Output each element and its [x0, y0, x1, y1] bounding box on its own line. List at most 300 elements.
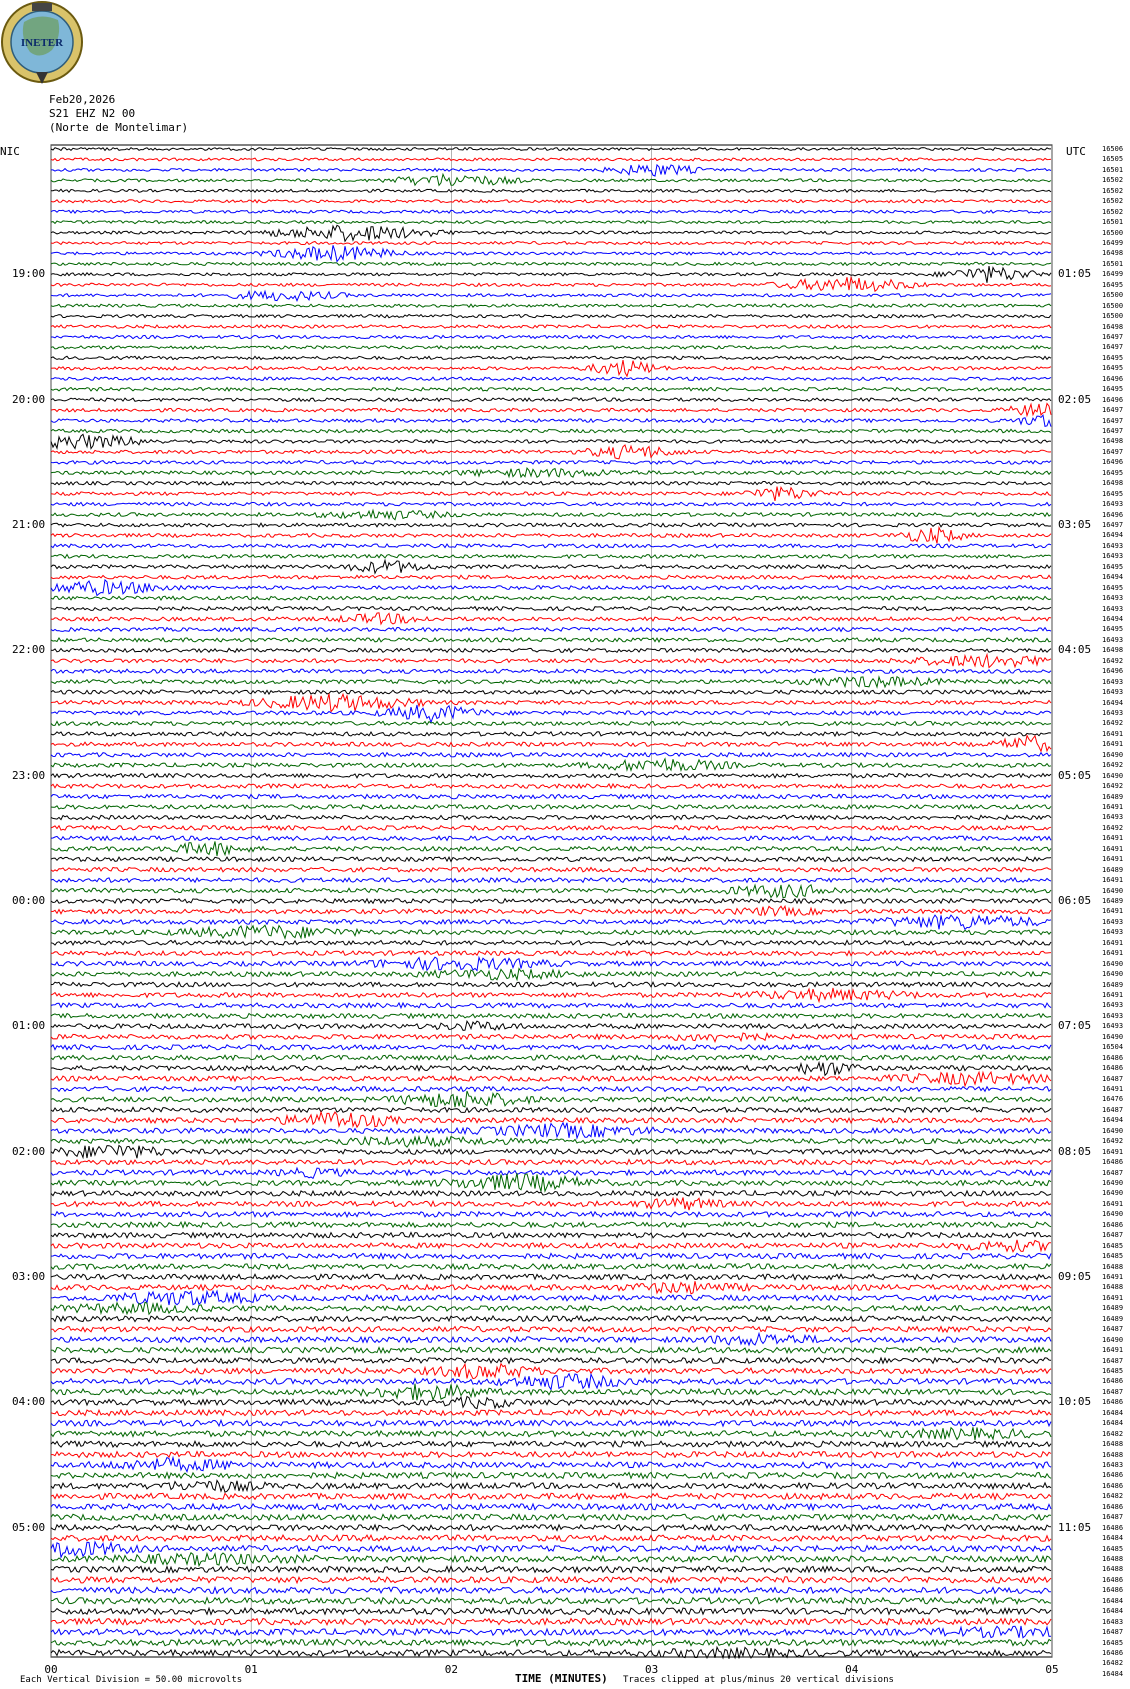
- seismic-trace: [51, 596, 1051, 600]
- right-time-label: 10:05: [1058, 1395, 1092, 1409]
- right-time-label: 09:05: [1058, 1270, 1092, 1283]
- right-time-label: 06:05: [1058, 894, 1092, 907]
- trace-count-label: 16491: [1102, 1085, 1124, 1093]
- trace-count-label: 16489: [1102, 1304, 1124, 1313]
- trace-count-label: 16495: [1102, 353, 1124, 362]
- trace-count-label: 16488: [1102, 1555, 1124, 1563]
- right-time-label: 08:05: [1058, 1144, 1092, 1158]
- seismic-trace: [51, 1045, 1051, 1050]
- trace-count-label: 16499: [1102, 270, 1124, 279]
- trace-count-label: 16500: [1102, 291, 1124, 300]
- trace-count-label: 16486: [1102, 1471, 1124, 1480]
- left-time-label: 05:00: [12, 1520, 46, 1534]
- seismic-trace: [51, 925, 1051, 938]
- trace-count-label: 16491: [1102, 938, 1124, 947]
- trace-count-label: 16486: [1102, 1575, 1124, 1584]
- right-time-label: 07:05: [1058, 1019, 1092, 1033]
- trace-count-label: 16501: [1102, 259, 1124, 268]
- trace-count-label: 16490: [1102, 970, 1124, 979]
- trace-count-label: 16491: [1102, 991, 1124, 999]
- trace-count-label: 16489: [1102, 897, 1124, 905]
- trace-count-label: 16489: [1102, 980, 1124, 989]
- trace-count-label: 16490: [1102, 1032, 1124, 1041]
- trace-count-label: 16491: [1102, 876, 1124, 885]
- seismic-trace: [51, 1577, 1051, 1583]
- trace-count-label: 16493: [1102, 1022, 1124, 1031]
- seismic-trace: [51, 906, 1051, 916]
- seismic-trace: [51, 242, 1051, 245]
- seismic-trace: [51, 613, 1051, 624]
- seismic-trace: [51, 502, 1051, 506]
- seismic-trace: [51, 1542, 1051, 1557]
- trace-count-label: 16491: [1102, 844, 1124, 853]
- seismic-trace: [51, 482, 1051, 486]
- seismic-trace: [51, 857, 1051, 862]
- seismic-trace: [51, 575, 1051, 579]
- trace-count-label: 16487: [1102, 1387, 1124, 1396]
- seismic-trace: [51, 158, 1051, 161]
- seismic-trace: [51, 315, 1051, 318]
- seismic-trace: [51, 1146, 1051, 1159]
- trace-count-label: 16495: [1102, 583, 1124, 592]
- seismic-trace: [51, 262, 1051, 265]
- seismic-trace: [51, 1639, 1051, 1645]
- seismic-trace: [51, 398, 1051, 401]
- trace-count-label: 16493: [1102, 813, 1124, 822]
- x-axis-title: TIME (MINUTES): [515, 1672, 608, 1685]
- trace-count-label: 16494: [1102, 698, 1124, 707]
- trace-count-label: 16493: [1102, 928, 1124, 937]
- seismic-trace: [51, 528, 1051, 544]
- trace-count-label: 16495: [1102, 385, 1124, 394]
- trace-count-label: 16491: [1102, 803, 1124, 811]
- trace-count-label: 16492: [1102, 782, 1124, 791]
- seismic-trace: [51, 356, 1051, 359]
- trace-count-label: 16498: [1102, 437, 1124, 446]
- left-time-label: 04:00: [12, 1395, 46, 1409]
- trace-count-label: 16502: [1102, 176, 1124, 185]
- seismic-trace: [51, 826, 1051, 830]
- trace-count-label: 16492: [1102, 719, 1124, 728]
- trace-count-label: 16490: [1102, 959, 1124, 968]
- left-timezone-label: NIC: [0, 145, 20, 158]
- trace-count-label: 16493: [1102, 1011, 1124, 1020]
- footer-clip-note: Traces clipped at plus/minus 20 vertical divisions: [623, 1675, 894, 1685]
- trace-count-label: 16496: [1102, 510, 1124, 519]
- seismic-trace: [51, 189, 1051, 192]
- trace-count-label: 16492: [1102, 1137, 1124, 1146]
- seismic-trace: [51, 1198, 1051, 1211]
- trace-count-label: 16486: [1102, 1053, 1124, 1062]
- seismic-trace: [51, 1281, 1051, 1294]
- x-tick-label: 01: [244, 1663, 258, 1676]
- seismic-trace: [51, 1535, 1051, 1541]
- trace-count-label: 16502: [1102, 207, 1124, 216]
- trace-count-label: 16485: [1102, 1252, 1124, 1261]
- seismic-trace: [51, 899, 1051, 904]
- seismic-trace: [51, 690, 1051, 694]
- trace-count-label: 16491: [1102, 907, 1124, 916]
- trace-count-label: 16491: [1102, 1346, 1124, 1355]
- right-time-label: 01:05: [1058, 267, 1092, 281]
- x-tick-label: 04: [845, 1663, 859, 1676]
- trace-count-label: 16490: [1102, 886, 1124, 895]
- x-tick-label: 00: [44, 1663, 58, 1676]
- seismic-trace: [51, 468, 1051, 477]
- left-time-label: 22:00: [12, 643, 46, 657]
- seismic-trace: [51, 1240, 1051, 1252]
- trace-count-label: 16493: [1102, 500, 1124, 509]
- trace-count-label: 16486: [1102, 1398, 1124, 1407]
- seismic-trace: [51, 721, 1051, 725]
- trace-count-label: 16490: [1102, 1210, 1124, 1219]
- seismic-trace: [51, 360, 1051, 376]
- trace-count-label: 16486: [1102, 1377, 1124, 1386]
- seismic-trace: [51, 1326, 1051, 1332]
- trace-count-label: 16486: [1102, 1649, 1124, 1657]
- trace-count-label: 16504: [1102, 1043, 1124, 1052]
- seismic-trace: [51, 388, 1051, 391]
- seismic-trace: [51, 1302, 1051, 1314]
- seismic-trace: [51, 867, 1051, 872]
- seismic-trace: [51, 1003, 1051, 1008]
- seismic-trace: [51, 1384, 1051, 1401]
- seismic-trace: [51, 628, 1051, 632]
- trace-count-label: 16497: [1102, 521, 1124, 529]
- seismic-trace: [51, 245, 1051, 261]
- trace-count-label: 16491: [1102, 834, 1124, 843]
- trace-count-label: 16485: [1102, 1544, 1124, 1553]
- right-time-label: 05:05: [1058, 768, 1092, 782]
- seismic-trace: [51, 523, 1051, 527]
- seismic-trace: [51, 544, 1051, 548]
- trace-count-label: 16487: [1102, 1105, 1124, 1114]
- seismic-trace: [51, 510, 1051, 519]
- seismic-trace: [51, 836, 1051, 841]
- seismic-trace: [51, 988, 1051, 1002]
- seismic-trace: [51, 200, 1051, 203]
- trace-count-label: 16488: [1102, 1283, 1124, 1292]
- trace-count-label: 16484: [1102, 1419, 1124, 1428]
- trace-count-label: 16488: [1102, 1450, 1124, 1459]
- seismic-trace: [51, 1168, 1051, 1178]
- seismic-trace: [51, 434, 1051, 448]
- seismic-trace: [51, 1553, 1051, 1566]
- trace-count-label: 16486: [1102, 1481, 1124, 1490]
- trace-count-label: 16490: [1102, 1335, 1124, 1344]
- seismic-trace: [51, 655, 1051, 668]
- seismic-trace: [51, 148, 1051, 151]
- trace-count-label: 16482: [1102, 1492, 1124, 1501]
- seismic-trace: [51, 1587, 1051, 1593]
- seismic-trace: [51, 277, 1051, 291]
- header-location: (Norte de Montelimar): [49, 121, 189, 134]
- left-time-label: 20:00: [12, 392, 46, 406]
- seismic-trace: [51, 957, 1051, 970]
- x-tick-label: 05: [1045, 1663, 1059, 1676]
- seismic-trace: [51, 1420, 1051, 1426]
- trace-count-label: 16482: [1102, 1429, 1124, 1438]
- trace-count-label: 16494: [1102, 1116, 1124, 1125]
- seismic-trace: [51, 1410, 1051, 1416]
- header-station: S21 EHZ N2 00: [49, 107, 136, 120]
- seismic-trace: [51, 1481, 1051, 1493]
- trace-count-label: 16498: [1102, 249, 1124, 258]
- trace-count-label: 16486: [1102, 1523, 1124, 1532]
- trace-count-label: 16500: [1102, 228, 1124, 237]
- seismic-trace: [51, 1123, 1051, 1138]
- seismic-trace: [51, 580, 1051, 596]
- trace-count-label: 16482: [1102, 1659, 1124, 1668]
- seismic-trace: [51, 1212, 1051, 1217]
- seismic-trace: [51, 1374, 1051, 1390]
- trace-count-label: 16492: [1102, 761, 1124, 770]
- trace-count-label: 16485: [1102, 1367, 1124, 1375]
- trace-count-label: 16494: [1102, 573, 1124, 582]
- seismic-trace: [51, 1091, 1051, 1107]
- seismic-trace: [51, 560, 1051, 573]
- seismic-trace: [51, 1619, 1051, 1625]
- trace-count-label: 16485: [1102, 1638, 1124, 1647]
- trace-count-label: 16495: [1102, 625, 1124, 634]
- trace-count-label: 16496: [1102, 374, 1124, 383]
- seismic-trace: [51, 1160, 1051, 1165]
- header-date: Feb20,2026: [49, 93, 116, 106]
- x-tick-label: 02: [444, 1663, 459, 1676]
- trace-count-label: 16492: [1102, 823, 1124, 832]
- seismic-trace: [51, 1274, 1051, 1279]
- seismic-trace: [51, 225, 1051, 241]
- trace-count-label: 16487: [1102, 1074, 1124, 1083]
- trace-count-label: 16500: [1102, 312, 1124, 321]
- seismic-trace: [51, 1316, 1051, 1322]
- seismic-trace: [51, 669, 1051, 673]
- trace-count-label: 16489: [1102, 1314, 1124, 1323]
- trace-count-label: 16486: [1102, 1220, 1124, 1229]
- seismic-trace: [51, 445, 1051, 459]
- left-time-label: 03:00: [12, 1270, 46, 1283]
- trace-count-label: 16486: [1102, 1158, 1124, 1167]
- trace-count-label: 16491: [1102, 1293, 1124, 1302]
- left-time-label: 00:00: [12, 894, 46, 907]
- seismic-trace: [51, 759, 1051, 771]
- seismic-trace: [51, 1473, 1051, 1479]
- seismic-trace: [51, 885, 1051, 898]
- trace-count-label: 16493: [1102, 917, 1124, 926]
- seismic-trace: [51, 1347, 1051, 1353]
- seismic-trace: [51, 732, 1051, 736]
- trace-count-label: 16493: [1102, 594, 1124, 603]
- trace-count-label: 16493: [1102, 688, 1124, 697]
- left-time-label: 01:00: [12, 1019, 46, 1033]
- trace-count-label: 16490: [1102, 1179, 1124, 1187]
- trace-count-label: 16501: [1102, 218, 1124, 227]
- trace-count-label: 16491: [1102, 729, 1124, 738]
- seismic-trace: [51, 638, 1051, 642]
- seismic-trace: [51, 951, 1051, 956]
- seismic-trace: [51, 210, 1051, 213]
- trace-count-label: 16496: [1102, 667, 1124, 676]
- seismic-trace: [51, 555, 1051, 559]
- trace-count-label: 16490: [1102, 771, 1124, 780]
- seismic-trace: [51, 969, 1051, 980]
- right-time-label: 03:05: [1058, 518, 1092, 531]
- trace-count-label: 16502: [1102, 197, 1124, 206]
- seismic-trace: [51, 1566, 1051, 1572]
- seismic-trace: [51, 794, 1051, 798]
- trace-count-label: 16484: [1102, 1408, 1124, 1417]
- seismic-trace: [51, 1514, 1051, 1520]
- seismic-trace: [51, 1014, 1051, 1019]
- trace-count-label: 16493: [1102, 552, 1124, 561]
- seismic-trace: [51, 1033, 1051, 1042]
- seismic-trace: [51, 982, 1051, 987]
- trace-count-label: 16491: [1102, 949, 1124, 958]
- trace-count-label: 16495: [1102, 280, 1124, 289]
- trace-count-label: 16476: [1102, 1095, 1124, 1104]
- seismic-trace: [51, 1136, 1051, 1147]
- seismic-trace: [51, 174, 1051, 185]
- trace-count-label: 16490: [1102, 750, 1124, 759]
- trace-count-label: 16494: [1102, 531, 1124, 540]
- left-time-label: 23:00: [12, 768, 46, 782]
- trace-count-label: 16489: [1102, 865, 1124, 874]
- seismic-trace: [51, 377, 1051, 380]
- seismic-trace: [51, 415, 1051, 426]
- seismic-trace: [51, 1493, 1051, 1499]
- seismic-trace: [51, 753, 1051, 757]
- trace-count-label: 16490: [1102, 1189, 1124, 1198]
- seismic-trace: [51, 736, 1051, 752]
- trace-count-label: 16498: [1102, 646, 1124, 655]
- seismic-trace: [51, 165, 1051, 176]
- seismic-trace: [51, 1608, 1051, 1614]
- trace-count-label: 16497: [1102, 447, 1124, 456]
- right-time-label: 11:05: [1058, 1520, 1092, 1534]
- seismic-trace: [51, 1504, 1051, 1510]
- left-time-label: 19:00: [12, 267, 46, 281]
- trace-count-label: 16497: [1102, 427, 1124, 435]
- seismic-trace: [51, 1063, 1051, 1076]
- trace-count-label: 16493: [1102, 541, 1124, 550]
- trace-count-label: 16495: [1102, 364, 1124, 373]
- trace-count-label: 16487: [1102, 1168, 1124, 1177]
- trace-count-label: 16498: [1102, 479, 1124, 488]
- seismic-trace: [51, 221, 1051, 224]
- trace-count-label: 16500: [1102, 301, 1124, 310]
- seismic-trace: [51, 1173, 1051, 1191]
- trace-count-label: 16505: [1102, 155, 1124, 164]
- seismic-trace: [51, 841, 1051, 856]
- trace-count-label: 16486: [1102, 1064, 1124, 1073]
- trace-count-label: 16506: [1102, 145, 1124, 153]
- trace-count-label: 16502: [1102, 186, 1124, 195]
- seismic-trace: [51, 1107, 1051, 1112]
- trace-count-label: 16493: [1102, 677, 1124, 686]
- seismic-trace: [51, 1525, 1051, 1531]
- seismic-trace: [51, 1191, 1051, 1196]
- seismic-trace: [51, 291, 1051, 300]
- trace-count-label: 16495: [1102, 562, 1124, 571]
- seismic-trace: [51, 1364, 1051, 1379]
- trace-count-label: 16498: [1102, 322, 1124, 331]
- seismic-trace: [51, 266, 1051, 283]
- trace-count-label: 16488: [1102, 1565, 1124, 1574]
- seismic-trace: [51, 1072, 1051, 1086]
- trace-count-label: 16489: [1102, 792, 1124, 801]
- seismic-trace: [51, 325, 1051, 328]
- seismic-trace: [51, 648, 1051, 652]
- seismic-trace: [51, 461, 1051, 465]
- seismic-trace: [51, 1427, 1051, 1440]
- trace-count-label: 16487: [1102, 1356, 1124, 1365]
- seismic-trace: [51, 915, 1051, 929]
- trace-count-label: 16491: [1102, 1147, 1124, 1156]
- seismic-trace: [51, 1253, 1051, 1258]
- trace-count-label: 16484: [1102, 1534, 1124, 1543]
- trace-count-label: 16497: [1102, 416, 1124, 425]
- trace-count-label: 16501: [1102, 165, 1124, 174]
- trace-count-label: 16491: [1102, 1273, 1124, 1281]
- trace-count-label: 16499: [1102, 239, 1124, 247]
- trace-count-label: 16485: [1102, 1241, 1124, 1250]
- trace-count-label: 16496: [1102, 458, 1124, 467]
- trace-count-label: 16490: [1102, 1126, 1124, 1135]
- trace-count-label: 16484: [1102, 1607, 1124, 1616]
- seismic-trace: [51, 1334, 1051, 1346]
- trace-count-label: 16484: [1102, 1596, 1124, 1605]
- seismic-trace: [51, 429, 1051, 432]
- seismic-trace: [51, 1222, 1051, 1227]
- right-time-label: 04:05: [1058, 643, 1092, 657]
- trace-count-label: 16491: [1102, 855, 1124, 864]
- seismic-trace: [51, 677, 1051, 687]
- trace-count-label: 16487: [1102, 1628, 1124, 1637]
- trace-count-label: 16488: [1102, 1440, 1124, 1449]
- trace-count-label: 16483: [1102, 1617, 1124, 1626]
- trace-count-label: 16487: [1102, 1325, 1124, 1334]
- seismic-trace: [51, 805, 1051, 809]
- left-time-label: 02:00: [12, 1144, 46, 1158]
- trace-count-label: 16492: [1102, 656, 1124, 665]
- trace-count-label: 16495: [1102, 489, 1124, 498]
- trace-count-label: 16487: [1102, 1513, 1124, 1522]
- seismic-trace: [51, 815, 1051, 819]
- seismic-trace: [51, 487, 1051, 501]
- seismic-trace: [51, 1441, 1051, 1447]
- seismic-trace: [51, 1458, 1051, 1472]
- trace-count-label: 16493: [1102, 709, 1124, 717]
- seismic-trace: [51, 1087, 1051, 1092]
- trace-count-label: 16497: [1102, 343, 1124, 352]
- seismic-trace: [51, 694, 1051, 712]
- trace-count-label: 16493: [1102, 635, 1124, 644]
- seismic-trace: [51, 335, 1051, 338]
- seismic-trace: [51, 1626, 1051, 1638]
- seismic-trace: [51, 1598, 1051, 1604]
- seismic-trace: [51, 1452, 1051, 1458]
- trace-count-label: 16493: [1102, 1001, 1124, 1010]
- trace-count-label: 16486: [1102, 1502, 1124, 1511]
- left-time-label: 21:00: [12, 518, 46, 531]
- right-time-label: 02:05: [1058, 392, 1092, 406]
- seismic-trace: [51, 784, 1051, 788]
- trace-count-label: 16488: [1102, 1262, 1124, 1271]
- trace-count-label: 16486: [1102, 1586, 1124, 1595]
- seismic-trace: [51, 1264, 1051, 1270]
- seismic-trace: [51, 1021, 1051, 1030]
- seismic-trace: [51, 1358, 1051, 1364]
